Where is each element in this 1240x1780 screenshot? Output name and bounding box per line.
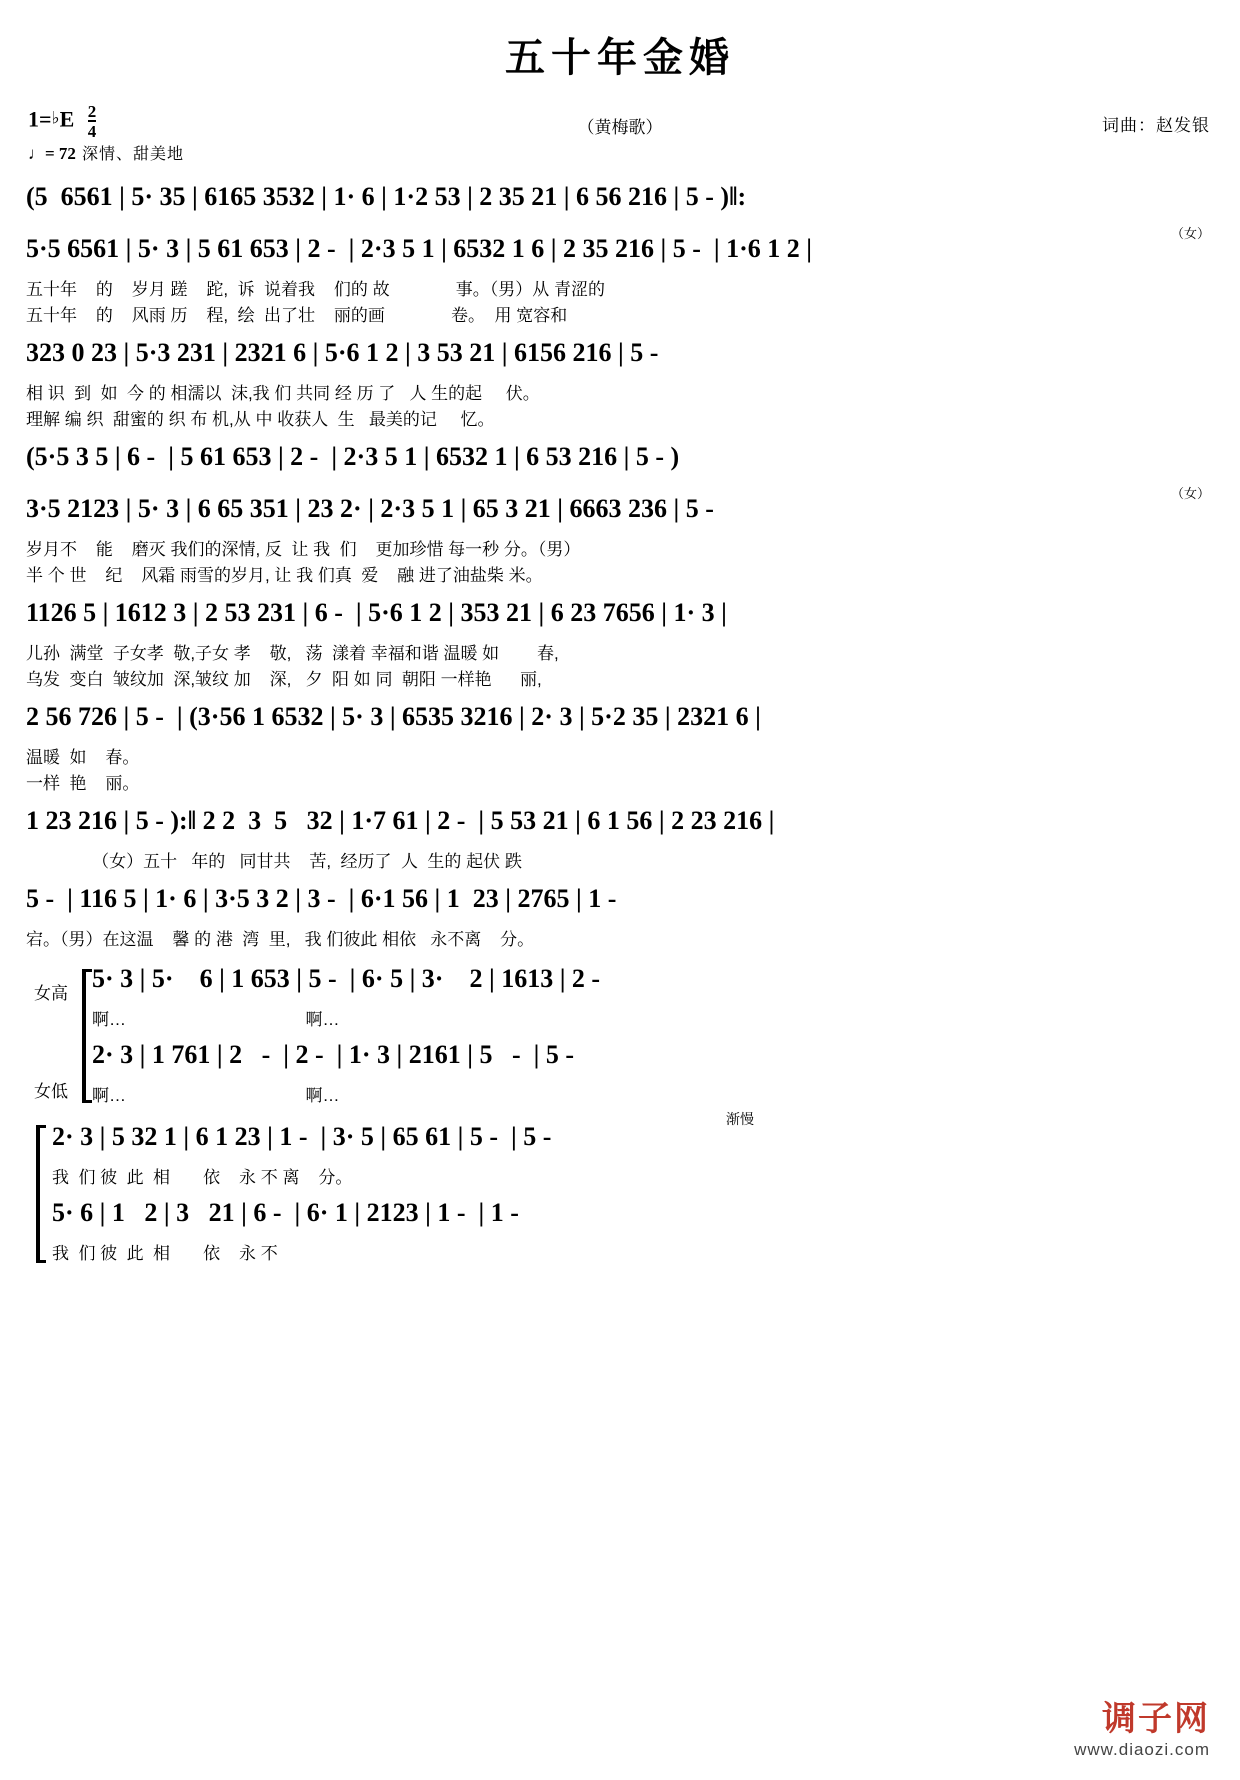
notation-line: 323 0 23 | 5·3 231 | 2321 6 | 5·6 1 2 | 3 53 21 | 6156 216 | 5 -: [26, 338, 659, 367]
notation-line-alto: 2· 3 | 1 761 | 2 - | 2 - | 1· 3 | 2161 | 5 - | 5 -: [92, 1040, 575, 1069]
music-system-8: [26, 795, 1214, 873]
lyric-line-verse2: 一样 艳 丽。: [26, 774, 140, 793]
final-system: [26, 1113, 1214, 1265]
lyric-line-verse1: 五十年 的 岁月 蹉 跎, 诉 说着我 们的 故 事。（男）从 青涩的: [26, 280, 605, 299]
music-system-6: [26, 587, 1214, 691]
composer-credit: 词曲：赵发银: [1102, 116, 1210, 135]
genre-label: （黄梅歌）: [577, 118, 663, 137]
watermark-url: www.diaozi.com: [1074, 1740, 1210, 1759]
lyric-line-verse1: 儿孙 满堂 子女孝 敬,子女 孝 敬, 荡 漾着 幸福和谐 温暖 如 春,: [26, 644, 559, 663]
key-letter: E: [59, 106, 75, 132]
lyric-line-final-lower: 我 们 彼 此 相 依 永 不: [52, 1244, 278, 1263]
lyric-line-alto: 啊… 啊…: [92, 1086, 340, 1105]
header-meta: [0, 93, 1240, 171]
lyric-line-verse2: 半 个 世 纪 风霜 雨雪的岁月, 让 我 们真 爱 融 进了油盐柴 米。: [26, 566, 543, 585]
voice-label-alto: 女低: [34, 1082, 68, 1101]
notation-line: (5 6561 | 5· 35 | 6165 3532 | 1· 6 | 1·2 53 | 2 35 21 | 6 56 216 | 5 - )‖:: [26, 182, 747, 211]
lyric-line-verse2: 乌发 变白 皱纹加 深,皱纹 加 深, 夕 阳 如 同 朝阳 一样艳 丽,: [26, 670, 542, 689]
rallentando-marking: 渐慢: [726, 1113, 754, 1128]
time-denominator: 4: [87, 122, 97, 141]
notation-line: 5·5 6561 | 5· 3 | 5 61 653 | 2 - | 2·3 5 1 | 6532 1 6 | 2 35 216 | 5 - | 1·6 1 2 |: [26, 234, 813, 263]
lyric-line-soprano: 啊… 啊…: [92, 1010, 340, 1029]
lyric-line-verse1: （女）五十 年的 同甘共 苦, 经历了 人 生的 起伏 跌: [26, 852, 522, 871]
expression-marking: 深情、甜美地: [81, 146, 184, 163]
notation-line: 3·5 2123 | 5· 3 | 6 65 351 | 23 2· | 2·3 5 1 | 65 3 21 | 6663 236 | 5 -: [26, 494, 714, 523]
watermark: [1074, 1691, 1210, 1760]
notation-line: 5 - | 116 5 | 1· 6 | 3·5 3 2 | 3 - | 6·1 56 | 1 23 | 2765 | 1 -: [26, 884, 617, 913]
music-system-1: [26, 171, 1214, 223]
lyric-line-verse1: 温暖 如 春。: [26, 748, 140, 767]
time-numerator: 2: [87, 102, 97, 121]
lyric-line-verse1: 宕。（男）在这温 馨 的 港 湾 里, 我 们彼此 相依 永不离 分。: [26, 930, 535, 949]
voice-marker-female: （女）: [1170, 226, 1210, 241]
lyric-line-verse2: 理解 编 织 甜蜜的 织 布 机,从 中 收获人 生 最美的记 忆。: [26, 410, 495, 429]
music-system-7: [26, 691, 1214, 795]
music-system-5: [26, 483, 1214, 587]
lyric-line-verse2: 五十年 的 风雨 历 程, 绘 出了壮 丽的画 卷。 用 宽容和: [26, 306, 568, 325]
voice-marker-female: （女）: [1170, 486, 1210, 501]
voice-label-soprano: 女高: [34, 984, 68, 1003]
time-signature: [88, 103, 97, 140]
lyric-line-verse1: 相 识 到 如 今 的 相濡以 沫,我 们 共同 经 历 了 人 生的起 伏。: [26, 384, 540, 403]
music-system-9: [26, 873, 1214, 951]
notation-line: 1 23 216 | 5 - ):‖ 2 2 3 5 32 | 1·7 61 | 2 - | 5 53 21 | 6 1 56 | 2 23 216 |: [26, 806, 775, 835]
duet-system: [26, 965, 1214, 1107]
tempo-value: ♩= 72: [28, 144, 76, 163]
flat-symbol: ♭: [51, 108, 60, 128]
music-system-3: [26, 327, 1214, 431]
notation-line-final-upper: 2· 3 | 5 32 1 | 6 1 23 | 1 - | 3· 5 | 65 61 | 5 - | 5 -: [52, 1122, 552, 1151]
watermark-site-name: 调子网: [1102, 1700, 1210, 1738]
key-prefix: 1=: [28, 106, 52, 132]
page-title: 五十年金婚: [505, 35, 735, 80]
lyric-line-final-upper: 我 们 彼 此 相 依 永 不 离 分。: [52, 1168, 353, 1187]
key-signature: [28, 103, 96, 140]
lyric-line-verse1: 岁月不 能 磨灭 我们的深情, 反 让 我 们 更加珍惜 每一秒 分。（男）: [26, 540, 581, 559]
music-system-2: [26, 223, 1214, 327]
notation-line-final-lower: 5· 6 | 1 2 | 3 21 | 6 - | 6· 1 | 2123 | 1 - | 1 -: [52, 1198, 519, 1227]
notation-line: (5·5 3 5 | 6 - | 5 61 653 | 2 - | 2·3 5 1 | 6532 1 | 6 53 216 | 5 - ): [26, 442, 680, 471]
notation-line-soprano: 5· 3 | 5· 6 | 1 653 | 5 - | 6· 5 | 3· 2 | 1613 | 2 -: [92, 964, 601, 993]
notation-line: 2 56 726 | 5 - | (3·56 1 6532 | 5· 3 | 6535 3216 | 2· 3 | 5·2 35 | 2321 6 |: [26, 702, 761, 731]
tempo-marking: [28, 141, 184, 164]
music-system-4: [26, 431, 1214, 483]
music-sheet-page: [0, 26, 1240, 1780]
notation-line: 1126 5 | 1612 3 | 2 53 231 | 6 - | 5·6 1 2 | 353 21 | 6 23 7656 | 1· 3 |: [26, 598, 727, 627]
